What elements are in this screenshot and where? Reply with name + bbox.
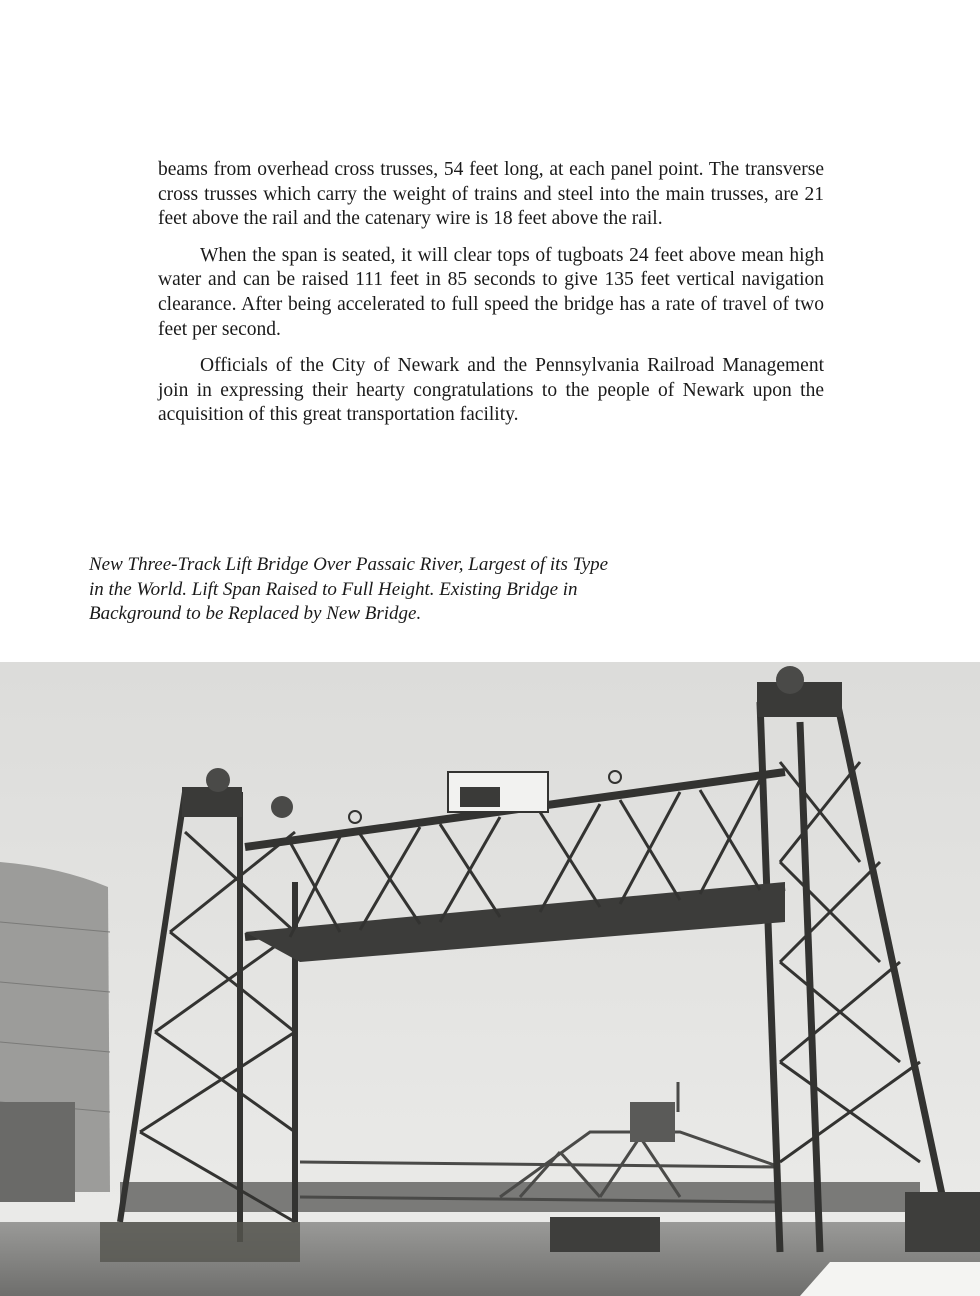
photo-caption: New Three-Track Lift Bridge Over Passaic River, Largest of its Type in the World. Lift Span Raised to Full Height. Existing Bridge in Background to be Replaced by New Bridge. xyxy=(89,554,609,624)
gas-holder xyxy=(0,862,110,1202)
bridge-photograph xyxy=(0,662,980,1296)
barge xyxy=(550,1217,660,1252)
paragraph-1: beams from overhead cross trusses, 54 feet long, at each panel point. The transverse cross trusses which carry the weight of trains and steel into the main trusses, are 21 feet above the rail and the catenary wire is 18 feet above the rail. xyxy=(158,159,824,230)
body-text xyxy=(158,158,824,440)
paragraph-3: Officials of the City of Newark and the Pennsylvania Railroad Management join in expressing their hearty congratulations to the people of Newark upon the acquisition of this great transportation facility. xyxy=(158,355,824,426)
paragraph-2: When the span is seated, it will clear tops of tugboats 24 feet above mean high water and can be raised 111 feet in 85 seconds to give 135 feet vertical navigation clearance. After being accelerated to full speed the bridge has a rate of travel of two feet per second. xyxy=(158,244,824,340)
bridge-illustration xyxy=(0,662,980,1296)
